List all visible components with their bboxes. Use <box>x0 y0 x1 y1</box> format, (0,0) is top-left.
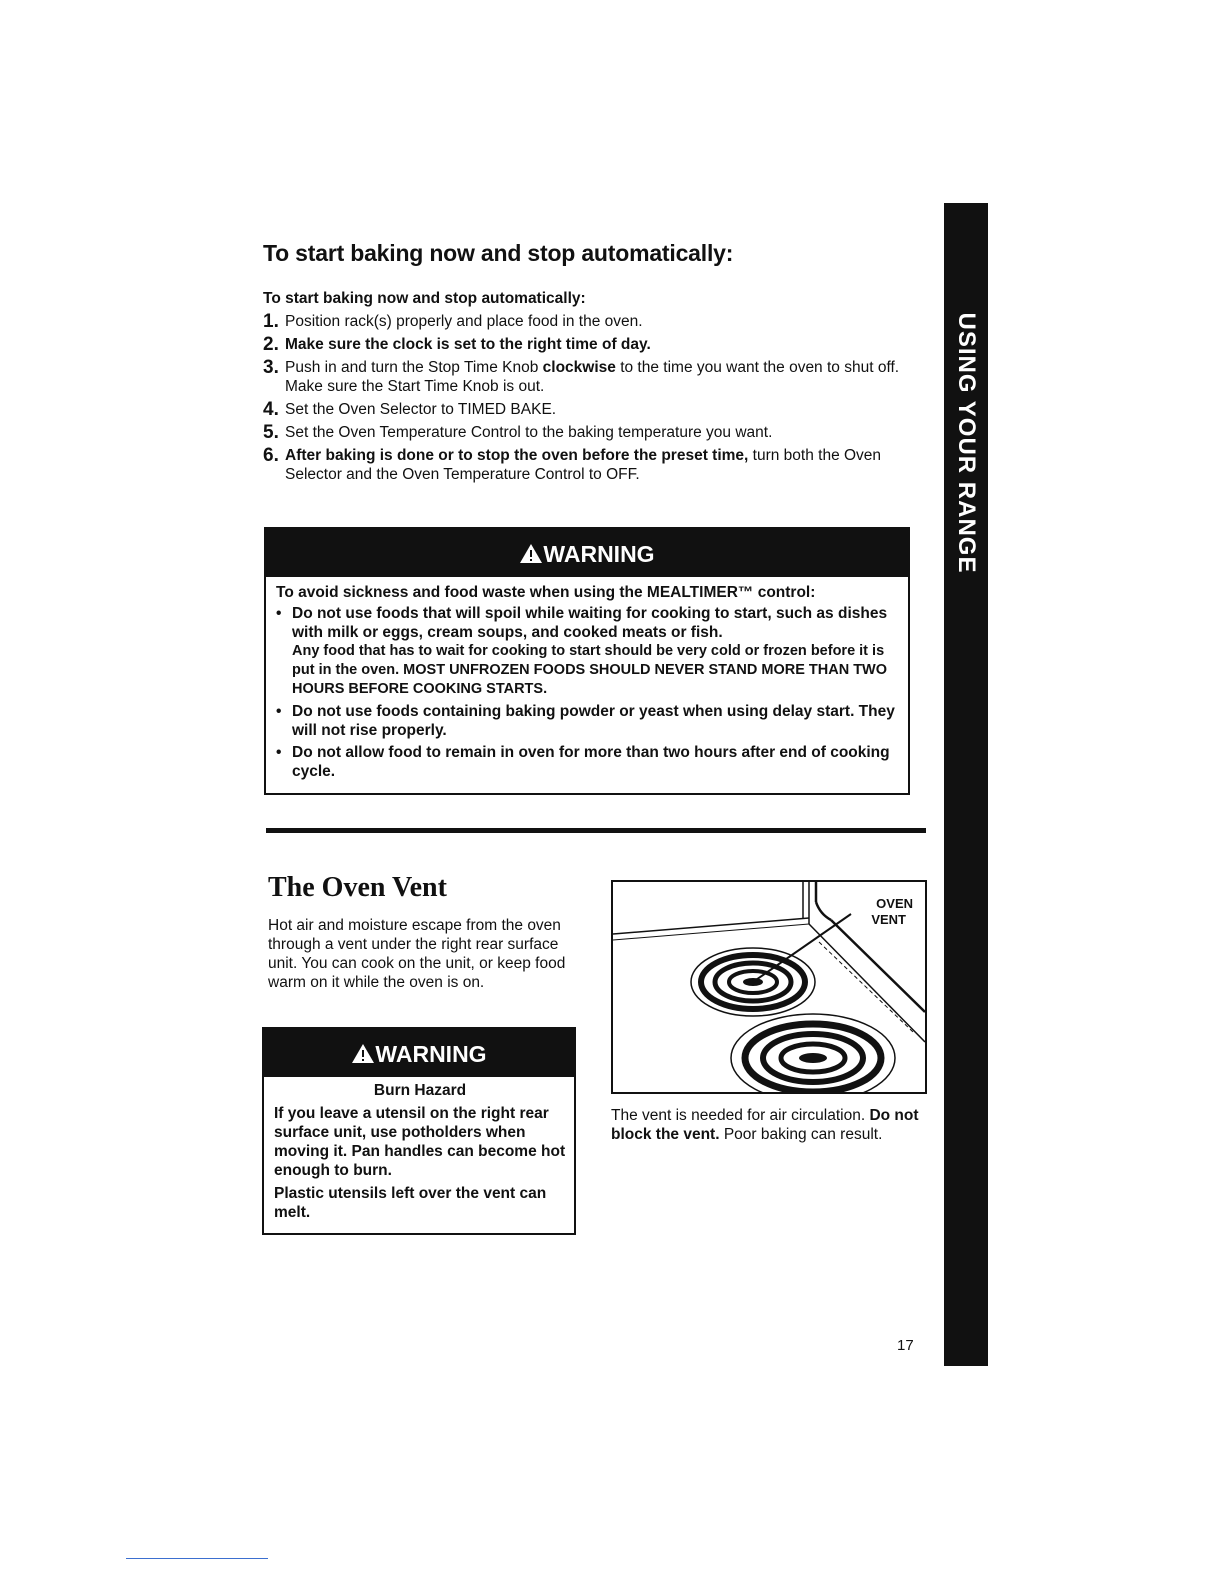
section-title: The Oven Vent <box>268 872 447 903</box>
footer-rule <box>126 1558 268 1559</box>
step-text-bold: After baking is done or to stop the oven before the preset time, <box>285 447 749 464</box>
cooktop-drawing <box>613 882 925 1092</box>
step-text <box>285 446 903 484</box>
step-text-part: turn both the Oven Selector and the Oven Temperature Control to OFF. <box>285 447 882 483</box>
page-number: 17 <box>897 1337 914 1354</box>
step-2 <box>263 335 903 354</box>
side-tab-label: USING YOUR RANGE <box>953 312 980 574</box>
warning-body <box>264 1077 574 1222</box>
figure-caption <box>611 1106 931 1144</box>
step-text-bold: clockwise <box>542 359 616 376</box>
step-text: Position rack(s) properly and place food in the oven. <box>285 313 643 330</box>
caption-text: Poor baking can result. <box>719 1126 883 1143</box>
caption-text: The vent is needed for air circulation. <box>611 1107 870 1124</box>
page-heading: To start baking now and stop automatically: <box>263 240 734 266</box>
warning-box-burn <box>262 1027 576 1235</box>
bullet-icon: • <box>276 605 282 622</box>
warning-text: If you leave a utensil on the right rear surface unit, use potholders when moving it. Pan handles can become hot enough to burn. <box>274 1105 566 1179</box>
warning-body <box>266 577 908 781</box>
bullet-text: Do not allow food to remain in oven for more than two hours after end of cooking cycle. <box>292 744 890 780</box>
steps-subheading: To start baking now and stop automatically: <box>263 290 586 307</box>
step-number: 1. <box>263 311 279 332</box>
bullet-icon: • <box>276 703 282 720</box>
oven-vent-illustration <box>611 880 927 1094</box>
warning-bullet <box>276 604 898 699</box>
warning-title: WARNING <box>375 1041 487 1067</box>
step-number: 2. <box>263 334 279 355</box>
warning-subtitle: Burn Hazard <box>373 1082 467 1099</box>
warning-text: Plastic utensils left over the vent can melt. <box>274 1185 547 1221</box>
bullet-icon: • <box>276 744 282 761</box>
figure-label-oven: OVEN <box>876 896 913 911</box>
step-text-part: Push in and turn the Stop Time Knob <box>285 359 543 376</box>
section-divider <box>266 828 926 833</box>
side-section-tab <box>944 203 988 1366</box>
steps-list <box>263 312 903 488</box>
step-number: 6. <box>263 445 279 466</box>
section-paragraph: Hot air and moisture escape from the oven through a vent under the right rear surface unit. You can cook on the unit, or keep food warm on it while the oven is on. <box>268 917 566 991</box>
warning-bullet <box>276 702 898 740</box>
bullet-text-extra: Any food that has to wait for cooking to start should be very cold or frozen before it is put in the oven. MOST UNFROZEN FOODS SHOULD NEVER STAND MORE THAN TWO HOURS BEFORE COOKING STARTS. <box>292 643 888 697</box>
caption-bold: Do not block the vent. <box>611 1107 919 1143</box>
warning-bullet <box>276 743 898 781</box>
warning-triangle-icon <box>519 543 543 564</box>
step-4 <box>263 400 903 419</box>
step-text: Set the Oven Selector to TIMED BAKE. <box>285 401 557 418</box>
step-number: 5. <box>263 422 279 443</box>
step-text <box>285 358 903 396</box>
step-number: 3. <box>263 357 279 378</box>
step-text: Set the Oven Temperature Control to the baking temperature you want. <box>285 424 773 441</box>
warning-triangle-icon <box>351 1043 375 1064</box>
warning-header <box>266 529 908 577</box>
step-number: 4. <box>263 399 279 420</box>
step-text: Make sure the clock is set to the right time of day. <box>285 336 651 353</box>
step-6 <box>263 446 903 484</box>
step-1 <box>263 312 903 331</box>
front-burner-icon <box>731 1014 895 1092</box>
step-text-part: to the time you want the oven to shut off. Make sure the Start Time Knob is out. <box>285 359 900 395</box>
step-3 <box>263 358 903 396</box>
bullet-text: Do not use foods containing baking powder or yeast when using delay start. They will not rise properly. <box>292 703 895 739</box>
bullet-text: Do not use foods that will spoil while waiting for cooking to start, such as dishes with milk or eggs, cream soups, and cooked meats or fish. <box>292 605 888 641</box>
warning-box-mealtimer <box>264 527 910 795</box>
warning-intro: To avoid sickness and food waste when using the MEALTIMER™ control: <box>276 584 816 601</box>
figure-label-vent: VENT <box>871 912 906 927</box>
warning-title: WARNING <box>543 541 655 567</box>
warning-header <box>264 1029 574 1077</box>
step-5 <box>263 423 903 442</box>
